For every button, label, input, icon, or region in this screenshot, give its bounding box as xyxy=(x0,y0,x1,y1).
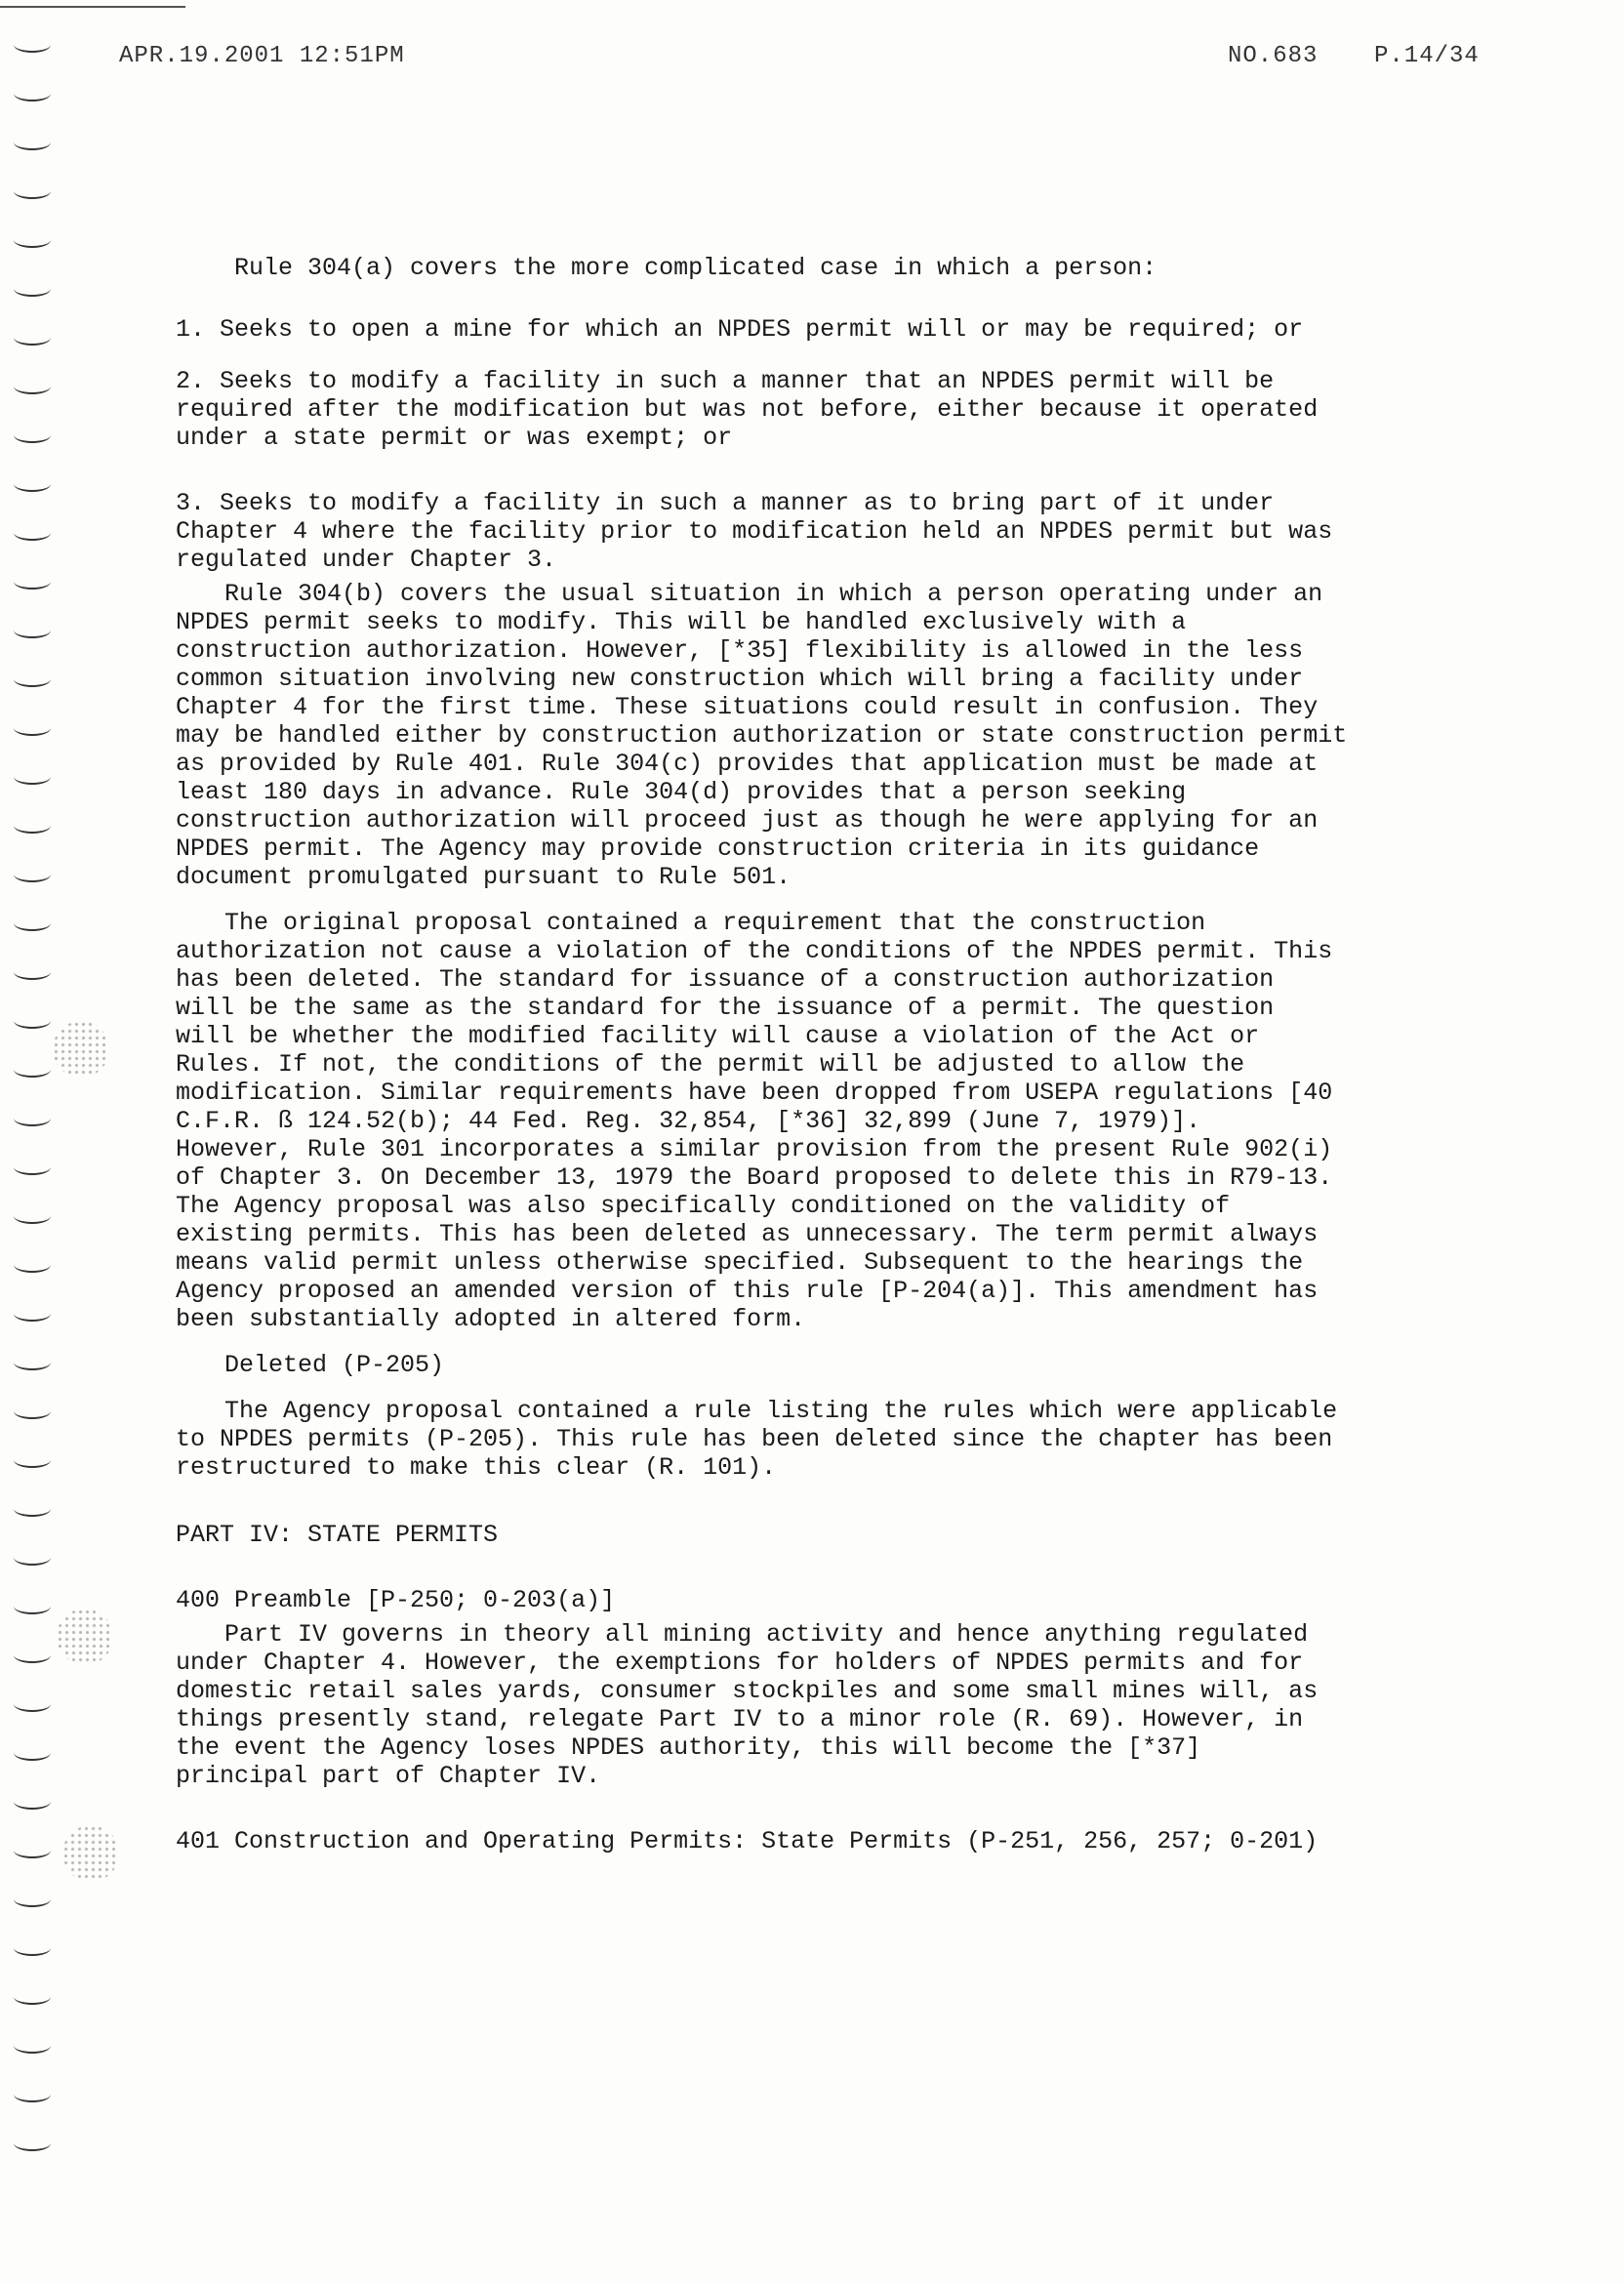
binder-hole xyxy=(14,428,51,443)
section-400-heading: 400 Preamble [P-250; 0-203(a)] xyxy=(176,1586,616,1614)
binder-hole xyxy=(14,2087,51,2102)
binder-hole xyxy=(14,1355,51,1370)
list-item-3: 3. Seeks to modify a facility in such a manner as to bring part of it under Chapter 4 where the facility prior to modification held an NPDES permit but was regulated under Chapter 3. xyxy=(176,489,1333,574)
binder-hole xyxy=(14,720,51,736)
binder-hole xyxy=(14,37,51,53)
binder-hole xyxy=(14,1745,51,1761)
binder-hole xyxy=(14,623,51,638)
binder-hole xyxy=(14,1160,51,1175)
binder-hole xyxy=(14,1843,51,1858)
binder-hole xyxy=(14,1501,51,1517)
paragraph-rule-304b: Rule 304(b) covers the usual situation in which a person operating under an NPDES permit seeks to modify. This will be handled exclusively with a construction authorization. However, [*35] flexibility is allowed in the less common situation involving new construction which will bring a facility under Chapter 4 for the first time. These situations could result in confusion. They may be handled either by construction authorization or state construction permit as provided by Rule 401. Rule 304(c) provides that application must be made at least 180 days in advance. Rule 304(d) provides that a person seeking construction authorization will proceed just as though he were applying for an NPDES permit. The Agency may provide construction criteria in its guidance document promulgated pursuant to Rule 501. xyxy=(176,580,1348,891)
binder-holes xyxy=(0,0,68,2282)
binder-hole xyxy=(14,1111,51,1126)
binder-hole xyxy=(14,818,51,834)
fax-date-time: APR.19.2001 12:51PM xyxy=(119,43,405,69)
list-item-1: 1. Seeks to open a mine for which an NPDES permit will or may be required; or xyxy=(176,315,1304,344)
binder-hole xyxy=(14,2038,51,2054)
binder-hole xyxy=(14,964,51,980)
list-item-2: 2. Seeks to modify a facility in such a manner that an NPDES permit will be required after the modification but was not before, either because it operated under a state permit or was exempt; or xyxy=(176,367,1319,452)
binder-hole xyxy=(14,1599,51,1614)
binder-hole xyxy=(14,1696,51,1712)
binder-hole xyxy=(14,232,51,248)
binder-hole xyxy=(14,1452,51,1468)
binder-hole xyxy=(14,769,51,785)
binder-hole xyxy=(14,86,51,102)
binder-hole xyxy=(14,1550,51,1566)
binder-hole xyxy=(14,1257,51,1273)
scan-speckle xyxy=(62,1825,119,1882)
fax-page-number: P.14/34 xyxy=(1374,43,1480,69)
binder-hole xyxy=(14,1648,51,1663)
binder-hole xyxy=(14,867,51,882)
paragraph-part-iv: Part IV governs in theory all mining activity and hence anything regulated under Chapter 4. However, the exemptions for holders of NPDES permits and for domestic retail sales yards, consumer stockpiles and some small mines will, as things presently stand, relegate Part IV to a minor role (R. 69). However, in the event the Agency loses NPDES authority, this will become the [*37] principal part of Chapter IV. xyxy=(176,1620,1319,1790)
binder-hole xyxy=(14,135,51,150)
paragraph-agency-proposal: The Agency proposal contained a rule listing the rules which were applicable to NPDES permits (P-205). This rule has been deleted since the chapter has been restructured to make this clear (R. 101). xyxy=(176,1397,1338,1482)
binder-hole xyxy=(14,476,51,492)
binder-hole xyxy=(14,1062,51,1078)
part-iv-heading: PART IV: STATE PERMITS xyxy=(176,1521,499,1549)
binder-hole xyxy=(14,574,51,590)
scan-speckle xyxy=(53,1021,109,1078)
paragraph-original-proposal: The original proposal contained a requirement that the construction authorization not cause a violation of the conditions of the NPDES permit. This has been deleted. The standard for issuance of a construction authorization will be the same as the standard for the issuance of a permit. The question will be whether the modified facility will cause a violation of the Act or Rules. If not, the conditions of the permit will be adjusted to allow the modification. Similar requirements have been dropped from USEPA regulations [40 C.F.R. ß 124.52(b); 44 Fed. Reg. 32,854, [*36] 32,899 (June 7, 1979)]. However, Rule 301 incorporates a similar provision from the present Rule 902(i) of Chapter 3. On December 13, 1979 the Board proposed to delete this in R79-13. The Agency proposal was also specifically conditioned on the validity of existing permits. This has been deleted as unnecessary. The term permit always means valid permit unless otherwise specified. Subsequent to the hearings the Agency proposed an amended version of this rule [P-204(a)]. This amendment has been substantially adopted in altered form. xyxy=(176,909,1333,1333)
fax-number: NO.683 xyxy=(1228,43,1319,69)
binder-hole xyxy=(14,1208,51,1224)
binder-hole xyxy=(14,1404,51,1419)
binder-hole xyxy=(14,1892,51,1907)
binder-hole xyxy=(14,1306,51,1322)
section-401-heading: 401 Construction and Operating Permits: State Permits (P-251, 256, 257; 0-201) xyxy=(176,1827,1319,1855)
binder-hole xyxy=(14,1013,51,1029)
scan-speckle xyxy=(57,1609,113,1665)
binder-hole xyxy=(14,2136,51,2151)
binder-hole xyxy=(14,1794,51,1810)
document-body xyxy=(176,254,1483,1855)
binder-hole xyxy=(14,916,51,931)
binder-hole xyxy=(14,379,51,394)
intro-paragraph: Rule 304(a) covers the more complicated case in which a person: xyxy=(234,254,1157,282)
binder-hole xyxy=(14,1989,51,2005)
binder-hole xyxy=(14,525,51,541)
binder-hole xyxy=(14,1940,51,1956)
binder-hole xyxy=(14,672,51,687)
binder-hole xyxy=(14,330,51,346)
binder-hole xyxy=(14,183,51,199)
binder-hole xyxy=(14,281,51,297)
deleted-label: Deleted (P-205) xyxy=(224,1351,445,1379)
